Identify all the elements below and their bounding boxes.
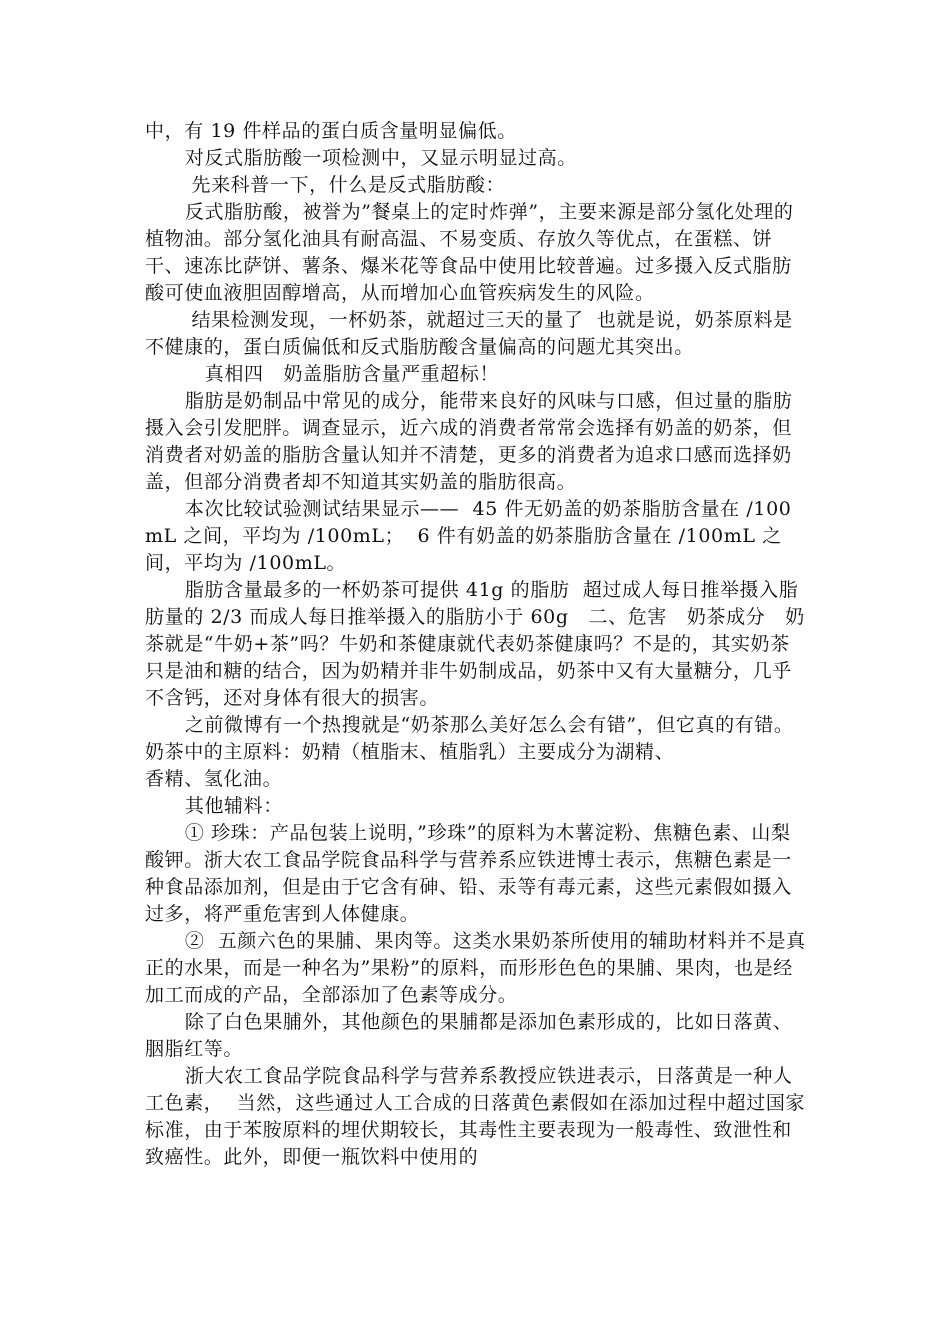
paragraph-sunset-yellow: 浙大农工食品学院食品科学与营养系教授应铁进表示，日落黄是一种人工色素， 当然，这些通过人工合成的日落黄色素假如在添加过程中超过国家标准，由于苯胺原料的埋伏期较长，其毒性主要表现为一般毒性、致泄性和致癌性。此外，即便一瓶饮料中使用的: [145, 1065, 806, 1168]
paragraph-trans-fat-definition: 反式脂肪酸，被誉为”餐桌上的定时炸弹”，主要来源是部分氢化处理的植物油。部分氢化油具有耐高温、不易变质、存放久等优点，在蛋糕、饼干、速冻比萨饼、薯条、爆米花等食品中使用比较普遍。过多摄入反式脂肪酸可使血液胆固醇增高，从而增加心血管疾病发生的风险。: [145, 201, 794, 304]
document-body: [145, 118, 809, 1171]
paragraph-other-ingredients: 其他辅料：: [145, 795, 283, 817]
paragraph-fat-max-and-harm: 脂肪含量最多的一杯奶茶可提供 41g 的脂肪 超过成人每日推举摄入脂肪量的 2/3 而成人每日推举摄入的脂肪小于 60g 二、危害 奶茶成分 奶茶就是“牛奶+茶”吗？牛奶和茶健康就代表奶茶健康吗？不是的，其实奶茶只是油和糖的结合，因为奶精并非牛奶制成品，奶茶中又有大量糖分，几乎不含钙，还对身体有很大的损害。: [145, 579, 805, 709]
paragraph-weibo-trend: 之前微博有一个热搜就是“奶茶那么美好怎么会有错”，但它真的有错。: [145, 714, 794, 736]
paragraph-trans-fat-test: 对反式脂肪酸一项检测中，又显示明显过高。: [145, 147, 577, 169]
paragraph-protein-result: 中，有 19 件样品的蛋白质含量明显偏低。: [145, 120, 517, 142]
paragraph-fat-in-dairy: 脂肪是奶制品中常见的成分，能带来良好的风味与口感，但过量的脂肪摄入会引发肥胖。调查显示，近六成的消费者常常会选择有奶盖的奶茶，但消费者对奶盖的脂肪含量认知并不清楚，更多的消费者为追求口感而选择奶盖，但部分消费者却不知道其实奶盖的脂肪很高。: [145, 390, 793, 493]
paragraph-test-conclusion: 结果检测发现，一杯奶茶，就超过三天的量了 也就是说，奶茶原料是不健康的，蛋白质偏低和反式脂肪酸含量偏高的问题尤其突出。: [145, 309, 793, 358]
section-heading-truth-four: 真相四 奶盖脂肪含量严重超标！: [145, 363, 500, 385]
paragraph-test-results: 本次比较试验测试结果显示—— 45 件无奶盖的奶茶脂肪含量在 /100mL 之间，平均为 /100mL； 6 件有奶盖的奶茶脂肪含量在 /100mL 之间，平均为 /100mL。: [145, 498, 792, 574]
paragraph-trans-fat-intro: 先来科普一下，什么是反式脂肪酸：: [145, 174, 506, 196]
paragraph-pearls: ① 珍珠：产品包装上说明，”珍珠”的原料为木薯淀粉、焦糖色素、山梨酸钾。浙大农工食品学院食品科学与营养系应铁进博士表示，焦糖色素是一种食品添加剂，但是由于它含有砷、铅、汞等有毒元素，这些元素假如摄入过多，将严重危害到人体健康。: [145, 822, 792, 925]
paragraph-colored-fruit: 除了白色果脯外，其他颜色的果脯都是添加色素形成的，比如日落黄、胭脂红等。: [145, 1011, 793, 1060]
paragraph-main-ingredient-cont: 香精、氢化油。: [145, 768, 283, 790]
paragraph-main-ingredient: 奶茶中的主原料：奶精（植脂末、植脂乳）主要成分为湖精、: [145, 741, 675, 763]
paragraph-fruit: ② 五颜六色的果脯、果肉等。这类水果奶茶所使用的辅助材料并不是真正的水果，而是一种名为”果粉”的原料，而形形色色的果脯、果肉，也是经加工而成的产品，全部添加了色素等成分。: [145, 930, 806, 1006]
